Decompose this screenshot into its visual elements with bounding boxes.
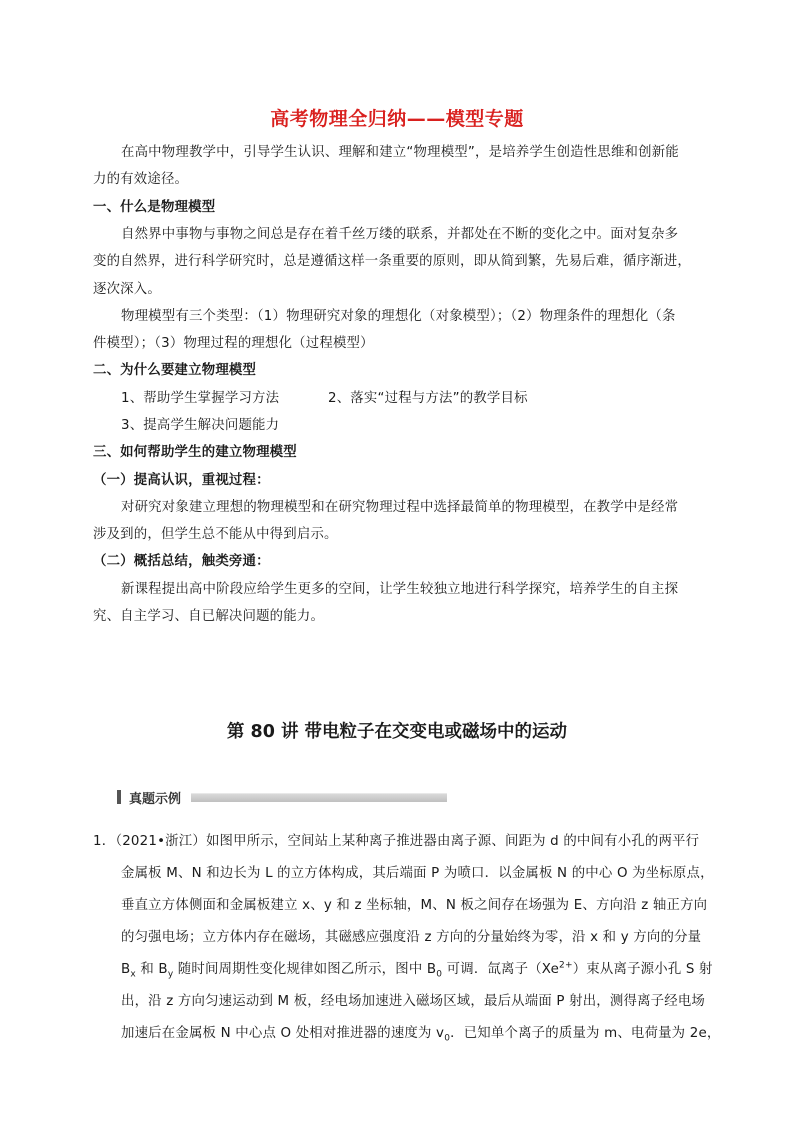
question-line-1: 1．（2021•浙江）如图甲所示，空间站上某种离子推进器由离子源、间距为 d 的中间有小孔的两平行 [93,834,700,849]
lecture-title: 第 80 讲 带电粒子在交变电或磁场中的运动 [226,722,568,742]
question-line-2: 金属板 M、N 和边长为 L 的立方体构成，其后端面 P 为喷口．以金属板 N 的中心 O 为坐标原点， [121,866,714,881]
section-1-para-1-line-1: 自然界中事物与事物之间总是存在着千丝万缕的联系，并都处在不断的变化之中。面对复杂多 [121,227,679,242]
badge-label: 真题示例 [129,791,182,807]
badge-bar [191,793,447,802]
section-3-subheading-1: （一）提高认识，重视过程： [93,473,270,488]
section-1-para-2-line-1: 物理模型有三个类型：（1）物理研究对象的理想化（对象模型）；（2）物理条件的理想化（条 [121,309,676,324]
section-badge [117,788,447,806]
question-line-3: 垂直立方体侧面和金属板建立 x、y 和 z 坐标轴，M、N 板之间存在场强为 E、方向沿 z 轴正方向 [121,898,708,913]
section-3-para-2-line-2: 究、自主学习、自已解决问题的能力。 [93,609,325,624]
section-2-heading: 二、为什么要建立物理模型 [93,363,257,378]
question-line-7: 加速后在金属板 N 中心点 O 处相对推进器的速度为 $v_0$．已知单个离子的质量为 m、电荷量为 2e， [121,1026,721,1044]
section-1-para-1-line-2: 变的自然界，进行科学研究时，总是遵循这样一条重要的原则，即从简到繁，先易后难，循序渐进， [93,254,691,269]
section-1-para-2-line-2: 件模型）；（3）物理过程的理想化（过程模型） [93,336,374,351]
section-3-subheading-2: （二）概括总结，触类旁通： [93,554,270,569]
section-2-item-2: 2、落实“过程与方法”的教学目标 [328,391,528,406]
section-2-item-1: 1、帮助学生掌握学习方法 [121,391,280,406]
section-3-heading: 三、如何帮助学生的建立物理模型 [93,445,297,460]
page-title: 高考物理全归纳——模型专题 [270,108,524,130]
intro-line-1: 在高中物理教学中，引导学生认识、理解和建立“物理模型”，是培养学生创造性思维和创新能 [121,145,679,160]
section-1-para-1-line-3: 逐次深入。 [93,282,161,297]
section-3-para-2-line-1: 新课程提出高中阶段应给学生更多的空间，让学生较独立地进行科学探究，培养学生的自主探 [121,582,679,597]
section-2-item-3: 3、提高学生解决问题能力 [121,418,280,433]
question-line-4: 的匀强电场；立方体内存在磁场，其磁感应强度沿 z 方向的分量始终为零，沿 x 和 y 方向的分量 [121,930,702,945]
question-line-5: $B_x$ 和 $B_y$ 随时间周期性变化规律如图乙所示，图中 $B_0$ 可调．氙离子$(Xe^{2+})$束从离子源小孔 S 射 [121,960,713,980]
section-1-heading: 一、什么是物理模型 [93,200,216,215]
badge-marker [117,790,121,804]
section-3-para-1-line-2: 涉及到的，但学生总不能从中得到启示。 [93,527,338,542]
intro-line-2: 力的有效途径。 [93,172,189,187]
section-3-para-1-line-1: 对研究对象建立理想的物理模型和在研究物理过程中选择最简单的物理模型，在教学中是经常 [121,500,679,515]
question-line-6: 出，沿 z 方向匀速运动到 M 板，经电场加速进入磁场区域，最后从端面 P 射出，测得离子经电场 [121,994,706,1009]
